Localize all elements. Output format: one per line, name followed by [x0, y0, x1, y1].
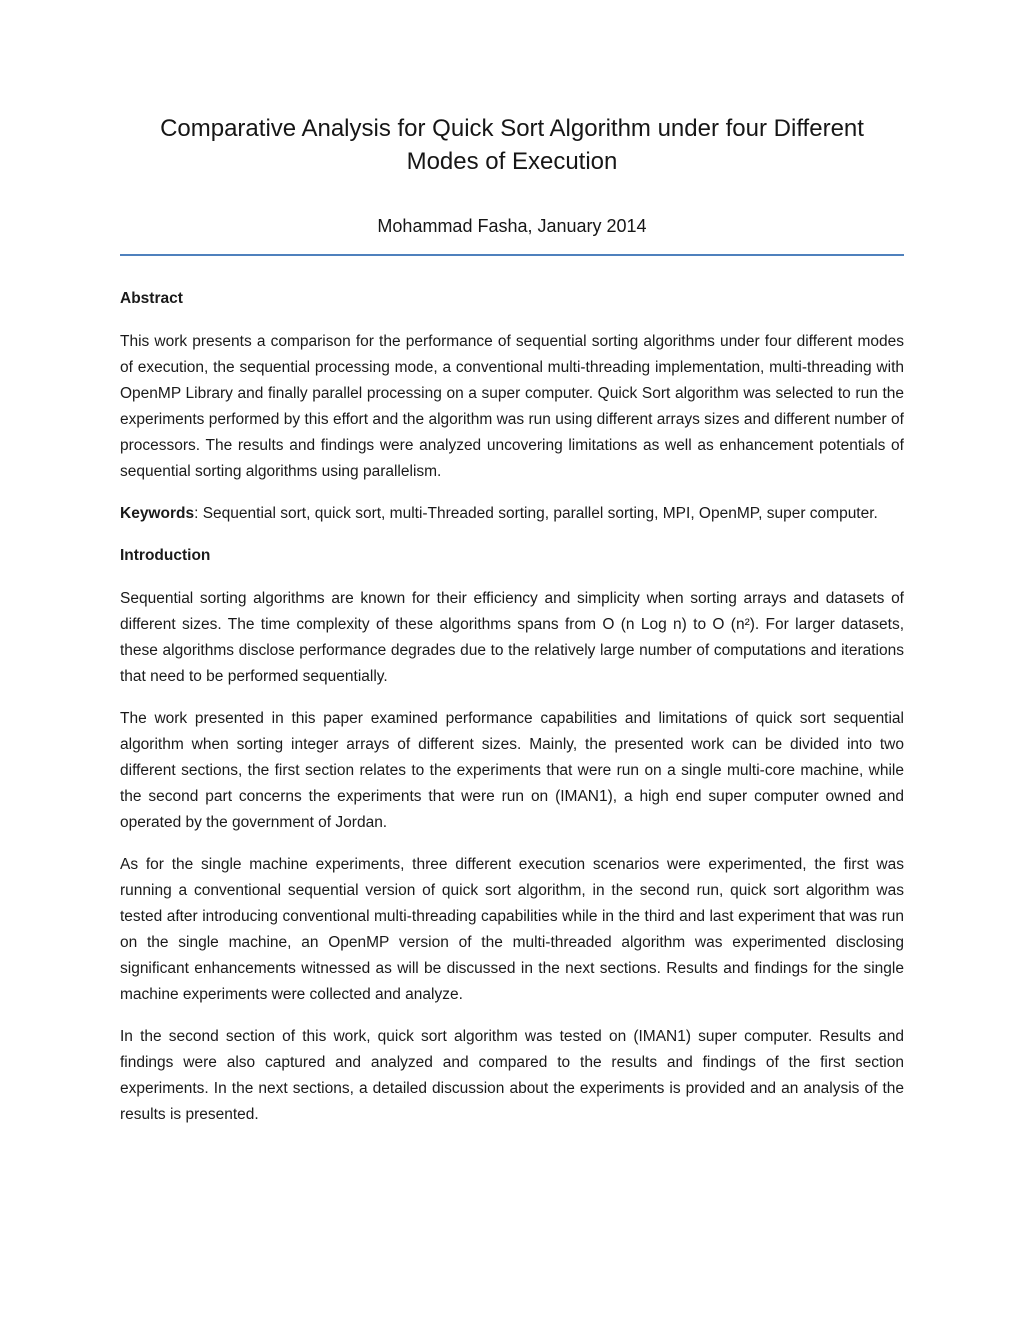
paragraph-introduction-1: Sequential sorting algorithms are known for their efficiency and simplicity when sorting arrays and datasets of different sizes. The time complexity of these algorithms spans from O (n Log n) to O (n²). For larger datasets, these algorithms disclose performance degrades due to the relatively large number of computations and iterations that need to be performed sequentially.: [120, 590, 904, 685]
paper-title: [120, 112, 904, 178]
title-divider: [120, 254, 904, 256]
paragraph-introduction-2: The work presented in this paper examined performance capabilities and limitations of quick sort sequential algorithm when sorting integer arrays of different sizes. Mainly, the presented work can be divided into two different sections, the first section relates to the experiments that were run on a single multi-core machine, while the second part concerns the experiments that were run on (IMAN1), a high end super computer owned and operated by the government of Jordan.: [120, 710, 904, 831]
keywords-text: : Sequential sort, quick sort, multi-Threaded sorting, parallel sorting, MPI, OpenMP, super computer.: [194, 505, 878, 522]
paragraph-introduction-3: As for the single machine experiments, three different execution scenarios were experimented, the first was running a conventional sequential version of quick sort algorithm, in the second run, quick sort algorithm was tested after introducing conventional multi-threading capabilities while in the third and last experiment that was run on the single machine, an OpenMP version of the multi-threaded algorithm was experimented disclosing significant enhancements witnessed as will be discussed in the next sections. Results and findings for the single machine experiments were collected and analyze.: [120, 856, 904, 1003]
paragraph-keywords: [120, 501, 904, 527]
paragraph-introduction-4: In the second section of this work, quick sort algorithm was tested on (IMAN1) super computer. Results and findings were also captured and analyzed and compared to the results and findings of the first section experiments. In the next sections, a detailed discussion about the experiments is provided and an analysis of the results is presented.: [120, 1028, 904, 1123]
author-byline: Mohammad Fasha, January 2014: [377, 216, 647, 236]
paper-title-line-2: Modes of Execution: [406, 148, 618, 175]
keywords-label: Keywords: [120, 505, 195, 522]
section-heading-abstract: Abstract: [120, 290, 183, 307]
paragraph-abstract: This work presents a comparison for the performance of sequential sorting algorithms under four different modes of execution, the sequential processing mode, a conventional multi-threading implementation, multi-threading with OpenMP Library and finally parallel processing on a super computer. Quick Sort algorithm was selected to run the experiments performed by this effort and the algorithm was run using different arrays sizes and different number of processors. The results and findings were analyzed uncovering limitations as well as enhancement potentials of sequential sorting algorithms using parallelism.: [120, 333, 904, 480]
section-heading-introduction: Introduction: [120, 547, 211, 564]
paper-title-line-1: Comparative Analysis for Quick Sort Algorithm under four Different: [160, 115, 864, 142]
